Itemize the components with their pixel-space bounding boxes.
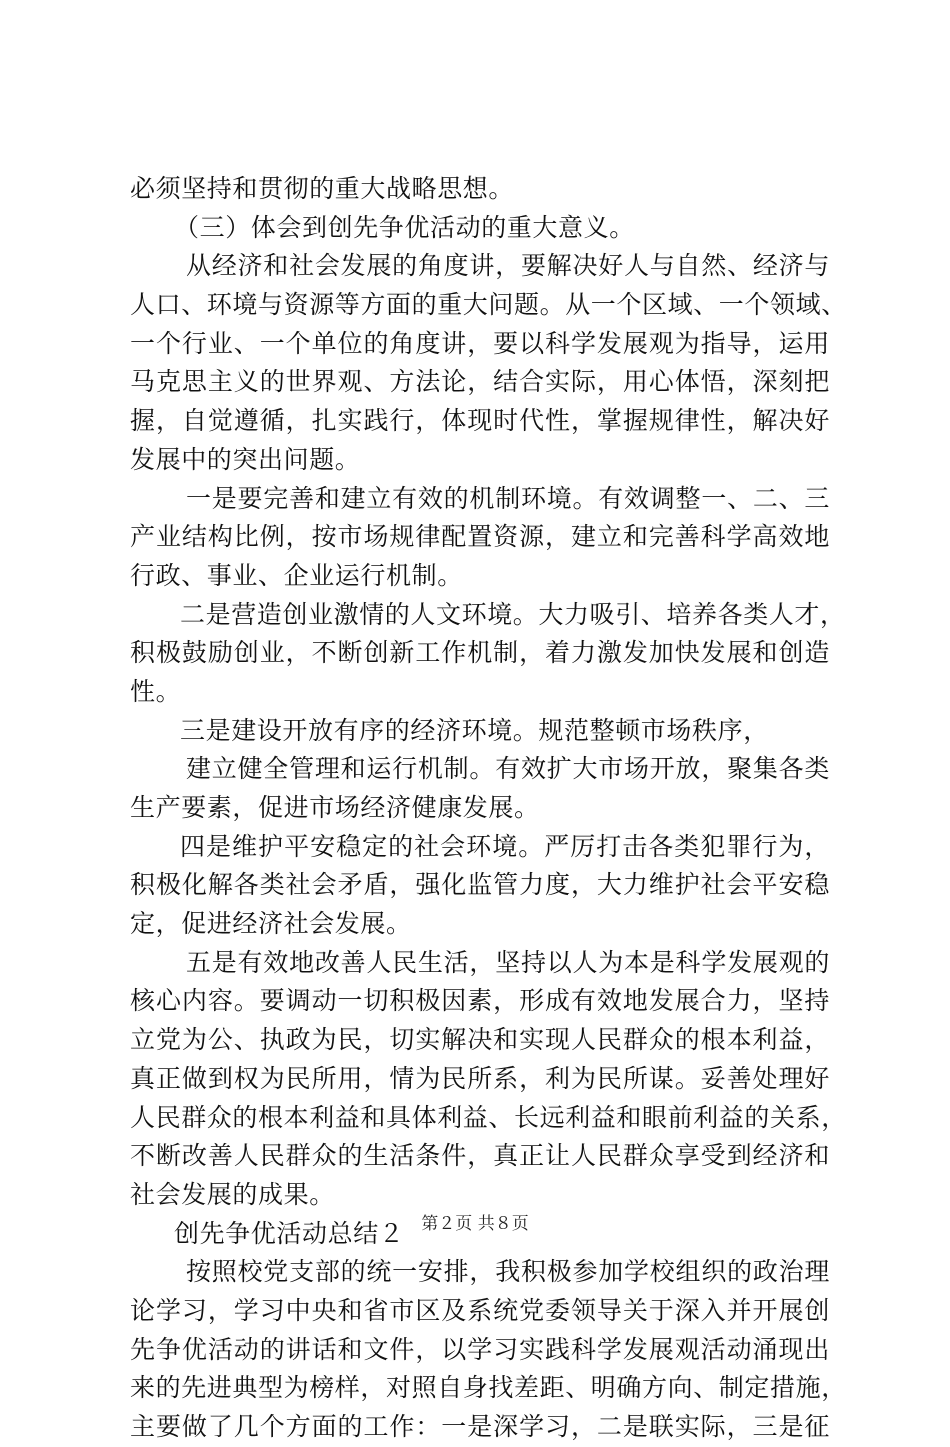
text-line: 人口、环境与资源等方面的重大问题。从一个区域、一个领域、 <box>130 290 847 320</box>
text-line: 人民群众的根本利益和具体利益、长远利益和眼前利益的关系， <box>130 1102 847 1132</box>
page-footer: 第２页 共８页 <box>421 1214 529 1234</box>
text-line: 来的先进典型为榜样，对照自身找差距、明确方向、制定措施， <box>130 1373 847 1403</box>
text-line: 性。 <box>130 676 182 706</box>
text-line: 一个行业、一个单位的角度讲，要以科学发展观为指导，运用 <box>130 328 830 358</box>
text-line: 生产要素，促进市场经济健康发展。 <box>130 793 540 822</box>
text-line: 发展中的突出问题。 <box>130 444 361 474</box>
text-line: 一是要完善和建立有效的机制环境。有效调整一、二、三 <box>186 483 830 513</box>
document-body <box>130 170 847 1447</box>
text-line: 握，自觉遵循，扎实践行，体现时代性，掌握规律性，解决好 <box>130 406 830 436</box>
text-line: 主要做了几个方面的工作：一是深学习，二是联实际，三是征 <box>130 1412 830 1441</box>
text-line: 三是建设开放有序的经济环境。规范整顿市场秩序， <box>180 715 769 745</box>
text-line: 先争优活动的讲话和文件，以学习实践科学发展观活动涌现出 <box>130 1334 830 1364</box>
text-line: 立党为公、执政为民，切实解决和实现人民群众的根本利益， <box>130 1025 830 1055</box>
text-line: 社会发展的成果。 <box>130 1179 335 1209</box>
text-line: 从经济和社会发展的角度讲，要解决好人与自然、经济与 <box>186 251 830 281</box>
text-line: 按照校党支部的统一安排，我积极参加学校组织的政治理 <box>186 1257 830 1287</box>
text-line: 真正做到权为民所用，情为民所系，利为民所谋。妥善处理好 <box>130 1063 830 1093</box>
text-line: 定，促进经济社会发展。 <box>130 909 412 939</box>
text-line: 积极化解各类社会矛盾，强化监管力度，大力维护社会平安稳 <box>130 870 830 900</box>
text-line: 行政、事业、企业运行机制。 <box>130 560 463 590</box>
text-line: 建立健全管理和运行机制。有效扩大市场开放，聚集各类 <box>186 754 830 784</box>
text-line: 产业结构比例，按市场规律配置资源，建立和完善科学高效地 <box>130 522 830 552</box>
text-line: 不断改善人民群众的生活条件，真正让人民群众享受到经济和 <box>130 1141 830 1171</box>
text-line: 马克思主义的世界观、方法论，结合实际，用心体悟，深刻把 <box>130 367 830 397</box>
text-line: 必须坚持和贯彻的重大战略思想。 <box>130 174 515 203</box>
text-line: 核心内容。要调动一切积极因素，形成有效地发展合力，坚持 <box>130 986 830 1016</box>
text-line: 论学习，学习中央和省市区及系统党委领导关于深入并开展创 <box>130 1295 830 1325</box>
text-line: 积极鼓励创业，不断创新工作机制，着力激发加快发展和创造 <box>130 638 830 668</box>
text-line: （三）体会到创先争优活动的重大意义。 <box>174 212 635 242</box>
text-line: 创先争优活动总结２ <box>174 1218 405 1248</box>
text-line: 四是维护平安稳定的社会环境。严厉打击各类犯罪行为， <box>180 831 830 861</box>
text-line: 五是有效地改善人民生活，坚持以人为本是科学发展观的 <box>186 947 830 977</box>
text-line: 二是营造创业激情的人文环境。大力吸引、培养各类人才， <box>180 599 846 629</box>
